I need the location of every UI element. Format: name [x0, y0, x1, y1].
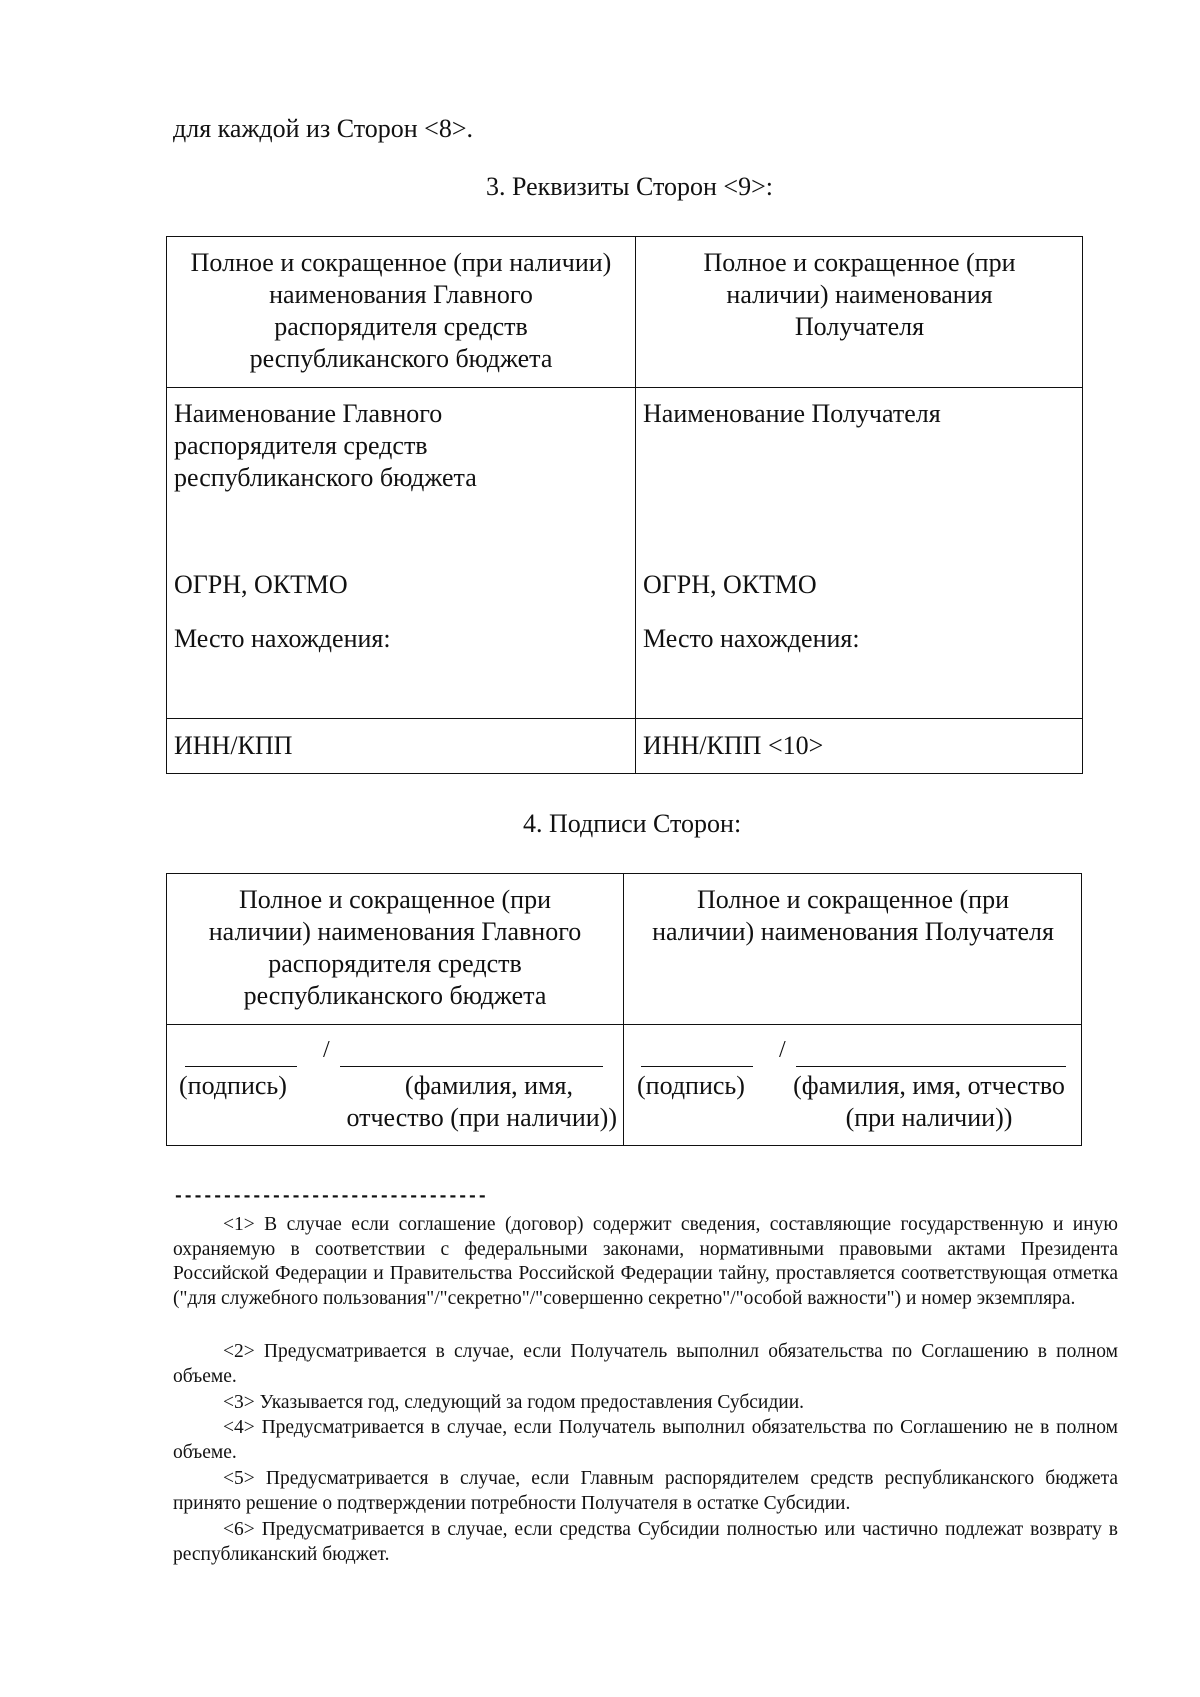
distributor-slash: /: [323, 1037, 330, 1063]
footnote-separator: --------------------------------: [173, 1187, 487, 1207]
footnote-2: <2> Предусматривается в случае, если Получатель выполнил обязательства по Соглашению в полном объеме.: [173, 1341, 1118, 1387]
requisites-header-left: Полное и сокращенное (при наличии) наименования Главного распорядителя средств республиканского бюджета: [190, 248, 612, 373]
intro-line: для каждой из Сторон <8>.: [173, 114, 473, 143]
footnote-1: <1> В случае если соглашение (договор) содержит сведения, составляющие государственную и иную охраняемую в соответствии с федеральными законами, нормативными правовыми актами Президента Российской Федерации и Правительства Российской Федерации тайну, проставляется соответствующая отметка ("для служебного пользования"/"секретно"/"совершенно секретно"/"особой важности") и номер экземпляра.: [173, 1214, 1118, 1309]
footnote-6: <6> Предусматривается в случае, если средства Субсидии полностью или частично подлежат возврату в республиканский бюджет.: [173, 1519, 1118, 1565]
signatures-table: [166, 873, 1082, 1146]
recipient-slash: /: [779, 1037, 786, 1063]
footnote-3: <3> Указывается год, следующий за годом предоставления Субсидии.: [223, 1392, 805, 1413]
recipient-fio-caption: (фамилия, имя, отчество (при наличии)): [793, 1071, 1065, 1132]
distributor-signature-caption: (подпись): [179, 1071, 287, 1100]
distributor-fio-line[interactable]: [340, 1066, 603, 1067]
distributor-fio-caption: (фамилия, имя, отчество (при наличии)): [346, 1071, 617, 1132]
footnote-5: <5> Предусматривается в случае, если Главным распорядителем средств республиканского бюджета принято решение о подтверждении потребности Получателя в остатке Субсидии.: [173, 1468, 1118, 1514]
recipient-fio-line[interactable]: [796, 1066, 1066, 1067]
requisites-header-right: Полное и сокращенное (при наличии) наименования Получателя: [703, 248, 1016, 341]
distributor-inn-label: ИНН/КПП: [174, 731, 293, 760]
recipient-inn-label: ИНН/КПП <10>: [643, 731, 824, 760]
distributor-location-label: Место нахождения:: [174, 624, 391, 653]
footnote-4: <4> Предусматривается в случае, если Получатель выполнил обязательства по Соглашению не в полном объеме.: [173, 1417, 1118, 1463]
signatures-header-left: Полное и сокращенное (при наличии) наименования Главного распорядителя средств республиканского бюджета: [208, 885, 582, 1010]
distributor-ogrn-label: ОГРН, ОКТМО: [174, 570, 348, 599]
recipient-ogrn-label: ОГРН, ОКТМО: [643, 570, 817, 599]
requisites-table: [166, 236, 1083, 774]
distributor-name-label: Наименование Главного распорядителя средств республиканского бюджета: [174, 399, 477, 492]
section-4-title: 4. Подписи Сторон:: [523, 809, 742, 838]
recipient-signature-line[interactable]: [641, 1066, 753, 1067]
section-3-title: 3. Реквизиты Сторон <9>:: [486, 172, 773, 201]
signatures-header-right: Полное и сокращенное (при наличии) наименования Получателя: [652, 885, 1054, 946]
recipient-name-label: Наименование Получателя: [643, 399, 941, 428]
distributor-signature-line[interactable]: [185, 1066, 297, 1067]
recipient-location-label: Место нахождения:: [643, 624, 860, 653]
recipient-signature-caption: (подпись): [637, 1071, 745, 1100]
